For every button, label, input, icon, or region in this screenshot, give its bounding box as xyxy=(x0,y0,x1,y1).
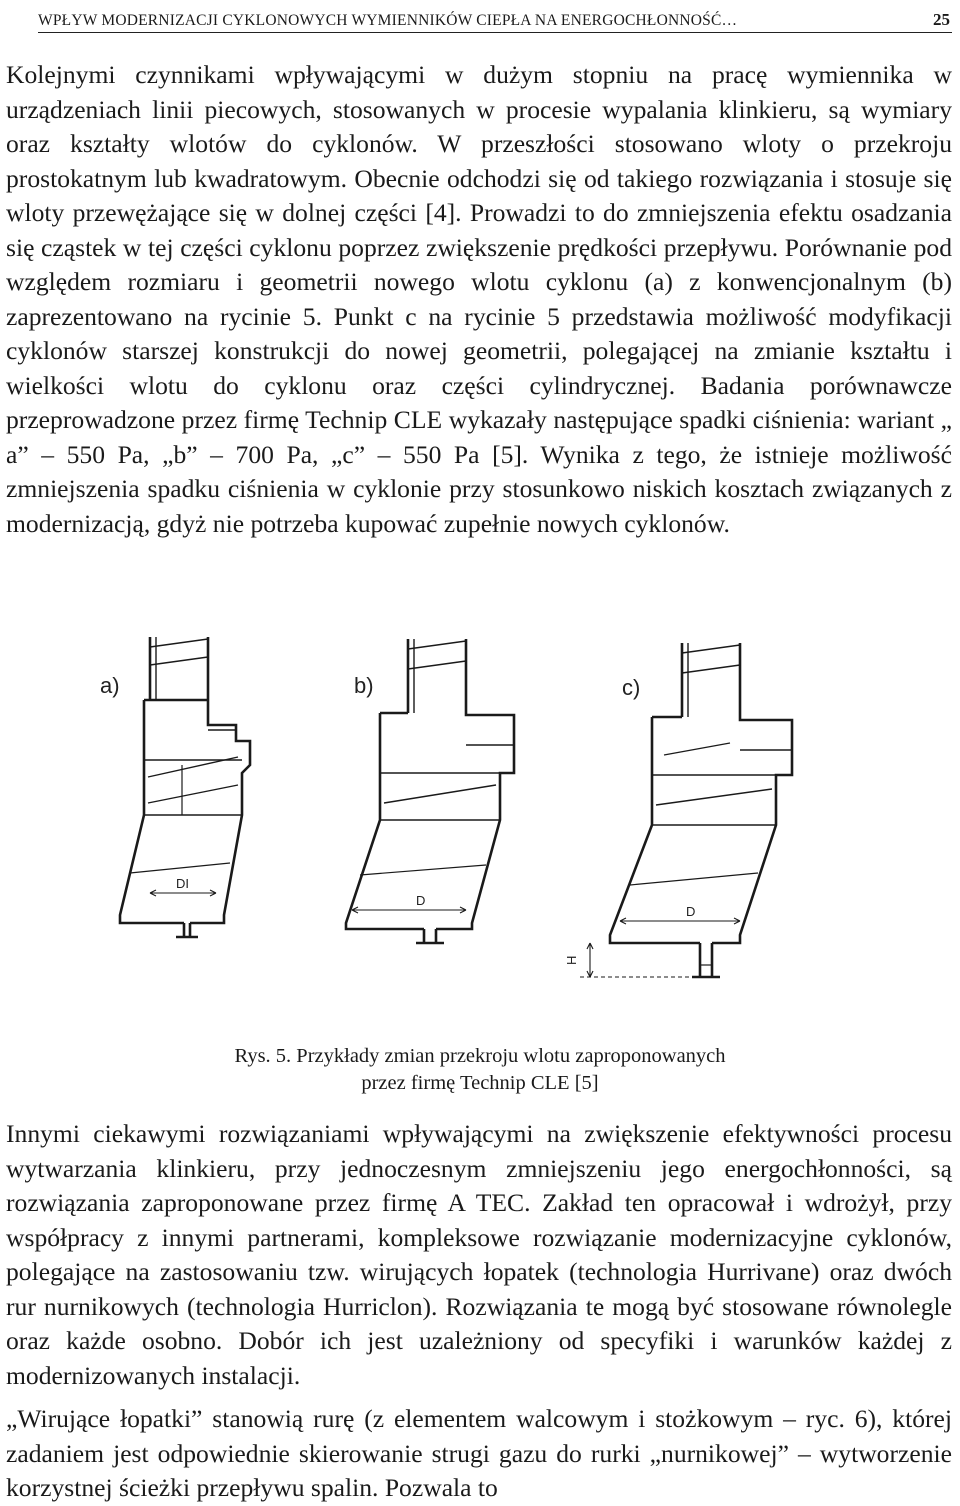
caption-line-1: Rys. 5. Przykłady zmian przekroju wlotu zaproponowanych xyxy=(234,1045,726,1067)
body-paragraph-3: „Wirujące łopatki” stanowią rurę (z elementem walcowym i stożkowym – ryc. 6), której zadaniem jest odpowiednie skierowanie strugi gazu do rurki „nurnikowej” – wytworzenie korzystnej ścieżki przepływu spalin. Pozwala to xyxy=(6,1404,952,1502)
label-c: c) xyxy=(622,675,641,700)
cyclone-c-outline xyxy=(580,643,792,977)
label-diameter-a: DI xyxy=(176,876,189,891)
label-a: a) xyxy=(100,673,120,698)
body-paragraph-2: Innymi ciekawymi rozwiązaniami wpływającymi na zwiększenie efektywności procesu wytwarzania klinkieru, przy jednoczesnym zmniejszeniu jego energochłonności, są rozwiązania zaproponowane przez firmę A TEC. Zakład ten opracował i wdrożył, przy współpracy z innymi partnerami, kompleksowe rozwiązanie modernizacyjne cyklonów, polegające na zastosowaniu tzw. wirujących łopatek (technologia Hurrivane) oraz dwóch rur nurnikowych (technologia Hurriclon). Rozwiązania te mogą być stosowane równolegle oraz każde osobno. Dobór ich jest uzależniony od specyfiki i warunków każdej z modernizowanych instalacji. xyxy=(6,1119,952,1390)
running-header xyxy=(38,4,952,33)
figure-cyclone-inlets xyxy=(90,625,880,1020)
label-height: H xyxy=(564,955,579,965)
label-diameter-b: D xyxy=(416,893,426,908)
label-b: b) xyxy=(354,673,374,698)
body-paragraph-1: Kolejnymi czynnikami wpływającymi w dużym stopniu na pracę wymiennika w urządzeniach linii piecowych, stosowanych w procesie wypalania klinkieru, są wymiary oraz kształty wlotów do cyklonów. W przeszłości stosowano wloty o przekroju prostokatnym lub kwadratowym. Obecnie odchodzi się od takiego rozwiązania i stosuje się wloty przewężające się w dolnej części [4]. Prowadzi to do zmniejszenia efektu osadzania się cząstek w tej części cyklonu poprzez zwiększenie prędkości przepływu. Porównanie pod względem rozmiaru i geometrii nowego wlotu cyklonu (a) z konwencjonalnym (b) zaprezentowano na rycinie 5. Punkt c na rycinie 5 przedstawia możliwość modyfikacji cyklonów starszej konstrukcji do nowej geometrii, polegającej na zmianie kształtu i wielkości wlotu do cyklonu oraz części cylindrycznej. Badania porównawcze przeprowadzone przez firmę Technip CLE wykazały następujące spadki ciśnienia: wariant „ a” – 550 Pa, „b” – 700 Pa, „c” – 550 Pa [5]. Wynika z tego, że istnieje możliwość zmniejszenia spadku ciśnienia w cyklonie przy stosunkowo niskich kosztach związanych z modernizacją, gdyż nie potrzeba kupować zupełnie nowych cyklonów. xyxy=(6,60,952,538)
caption-line-2: przez firmę Technip CLE [5] xyxy=(361,1072,599,1094)
page-number: 25 xyxy=(933,10,950,29)
cyclone-a-outline xyxy=(120,637,250,937)
label-diameter-c: D xyxy=(686,904,696,919)
cyclone-drawing xyxy=(90,625,880,1020)
figure-caption xyxy=(0,1043,960,1097)
running-title: WPŁYW MODERNIZACJI CYKLONOWYCH WYMIENNIKÓW CIEPŁA NA ENERGOCHŁONNOŚĆ… xyxy=(38,12,738,29)
